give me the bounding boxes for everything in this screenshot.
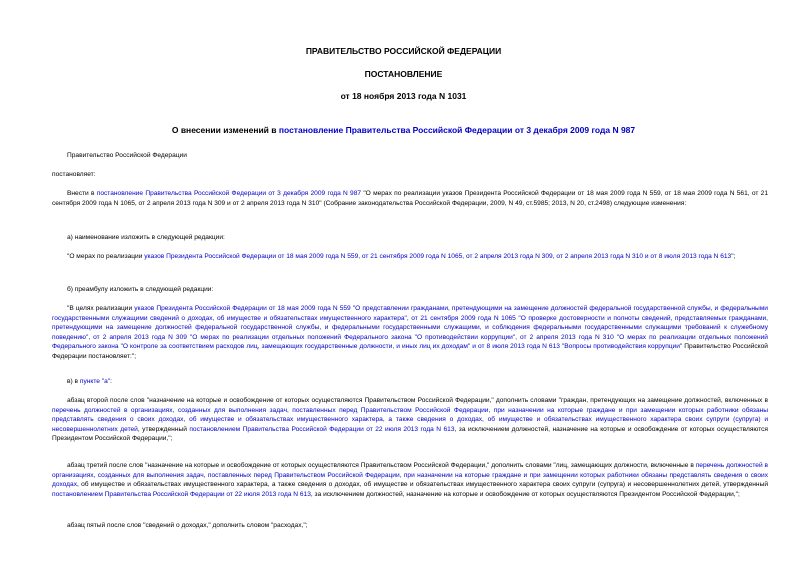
- link-decrees-preamble[interactable]: указов Президента Российской Федерации от 18 мая 2009 года N 559 "О представлении гражданами, претендующими на замещение должностей федеральной государственной службы, и федеральными государственными служащими сведений о доходах, об имуществе и обязательствах имущественного характера", от 21 сентября 2009 года N 1065 "О проверке достоверности и полноты сведений, представляемых гражданами, претендующими на замещение должностей федеральной государственной службы, и федеральными государственными служащими, и соблюдения федеральными государственными служащими требований к служебному поведению", от 2 апреля 2013 года N 309 "О мерах по реализации отдельных положений Федерального закона "О противодействии коррупции", от 2 апреля 2013 года N 310 "О мерах по реализации отдельных положений Федерального закона "О контроле за соответствием расходов лиц, замещающих государственные должности, и иных лиц их доходам" и от 8 июля 2013 года N 613 "Вопросы противодействия коррупции": [52, 305, 768, 351]
- document-type-heading: ПОСТАНОВЛЕНИЕ: [364, 69, 443, 79]
- document-date-number: от 18 ноября 2013 года N 1031: [340, 91, 467, 101]
- title-prefix: О внесении изменений в: [171, 125, 279, 135]
- paragraph-3: Внести в постановление Правительства Российской Федерации от 3 декабря 2009 года N 987 "О мерах по реализации указов Президента Российской Федерации от 18 мая 2009 года N 559, от 18 мая 2009 года N 561, от 21 сентября 2009 года N 1065, от 2 апреля 2013 года N 309 и от 2 апреля 2013 года N 310" (Собрание законодательства Российской Федерации, 2009, N 49, ст.5985; 2013, N 20, ст.2498) следующие изменения:: [52, 190, 768, 207]
- link-point-a[interactable]: пункте "а": [79, 378, 111, 385]
- link-resolution-613-2[interactable]: постановлением Правительства Российской Федерации от 22 июля 2013 года N 613: [52, 490, 311, 498]
- title-link[interactable]: постановление Правительства Российской Федерации от 3 декабря 2009 года N 987: [278, 125, 636, 135]
- link-positions-list[interactable]: перечень должностей в организациях, созданных для выполнения задач, поставленных перед Правительством Российской Федерации, при назначении на которые граждане и при замещении которых работники обязаны представлять сведения о своих доходах, об имуществе и обязательствах имущественного характера, а также сведения о доходах, об имуществе и обязательствах имущественного характера своих супруги (супруга) и несовершеннолетних детей: [52, 406, 768, 433]
- paragraph-1: Правительство Российской Федерации: [67, 152, 187, 159]
- paragraph-4: а) наименование изложить в следующей редакции:: [67, 234, 225, 241]
- paragraph-2: постановляет:: [52, 171, 96, 178]
- paragraph-11: абзац пятый после слов "сведений о доходах," дополнить словом "расходах,";: [67, 522, 308, 529]
- paragraph-9: абзац второй после слов "назначение на которые и освобождение от которых осуществляются Правительством Российской Федерации," дополнить словами "граждан, претендующих на замещение должностей, включенных в перечень должностей в организациях, созданных для выполнения задач, поставленных перед Правительством Российской Федерации, при назначении на которые граждане и при замещении которых работники обязаны представлять сведения о своих доходах, об имуществе и обязательствах имущественного характера, а также сведения о доходах, об имуществе и обязательствах имущественного характера своих супруги (супруга) и несовершеннолетних детей, утвержденный постановлением Правительства Российской Федерации от 22 июля 2013 года N 613, за исключением должностей, назначение на которые и освобождение от которых осуществляются Президентом Российской Федерации,";: [52, 397, 769, 443]
- link-resolution-613[interactable]: постановлением Правительства Российской Федерации от 22 июля 2013 года N 613: [189, 425, 455, 433]
- link-decrees[interactable]: указов Президента Российской Федерации от 18 мая 2009 года N 559, от 21 сентября 2009 года N 1065, от 2 апреля 2013 года N 309, от 2 апреля 2013 года N 310 и от 8 июля 2013 года N 613: [144, 253, 732, 260]
- link-resolution-987[interactable]: постановление Правительства Российской Федерации от 3 декабря 2009 года N 987: [96, 190, 362, 197]
- paragraph-10: абзац третий после слов "назначение на которые и освобождение от которых осуществляются Правительством Российской Федерации," дополнить словами "лиц, замещающих должности, включенные в перечень должностей в организациях, созданных для выполнения задач, поставленных перед Правительством Российской Федерации, при назначении на которые граждане и при замещении которых работники обязаны представлять сведения о своих доходах, об имуществе и обязательствах имущественного характера, а также сведения о доходах, об имуществе и обязательствах имущественного характера своих супруги (супруга) и несовершеннолетних детей, утвержденный постановлением Правительства Российской Федерации от 22 июля 2013 года N 613, за исключением должностей, назначение на которые и освобождение от которых осуществляются Президентом Российской Федерации,";: [52, 462, 768, 498]
- document-title: [0, 125, 807, 135]
- link-positions-list-2[interactable]: перечень должностей в организациях, созданных для выполнения задач, поставленных перед Правительством Российской Федерации, при назначении на которые граждане и при замещении которых работники обязаны представлять сведения о своих доходах: [52, 462, 768, 489]
- paragraph-8: в) в пункте "а":: [67, 378, 112, 385]
- paragraph-5: "О мерах по реализации указов Президента Российской Федерации от 18 мая 2009 года N 559, от 21 сентября 2009 года N 1065, от 2 апреля 2013 года N 309, от 2 апреля 2013 года N 310 и от 8 июля 2013 года N 613";: [67, 253, 736, 260]
- government-heading: ПРАВИТЕЛЬСТВО РОССИЙСКОЙ ФЕДЕРАЦИИ: [305, 46, 502, 56]
- paragraph-7: "В целях реализации указов Президента Российской Федерации от 18 мая 2009 года N 559 "О представлении гражданами, претендующими на замещение должностей федеральной государственной службы, и федеральными государственными служащими сведений о доходах, об имуществе и обязательствах имущественного характера", от 21 сентября 2009 года N 1065 "О проверке достоверности и полноты сведений, представляемых гражданами, претендующими на замещение должностей федеральной государственной службы, и федеральными государственными служащими, и соблюдения федеральными государственными служащими требований к служебному поведению", от 2 апреля 2013 года N 309 "О мерах по реализации отдельных положений Федерального закона "О противодействии коррупции", от 2 апреля 2013 года N 310 "О мерах по реализации отдельных положений Федерального закона "О контроле за соответствием расходов лиц, замещающих государственные должности, и иных лиц их доходам" и от 8 июля 2013 года N 613 "Вопросы противодействия коррупции" Правительство Российской Федерации постановляет:";: [52, 305, 768, 360]
- paragraph-6: б) преамбулу изложить в следующей редакции:: [67, 286, 214, 293]
